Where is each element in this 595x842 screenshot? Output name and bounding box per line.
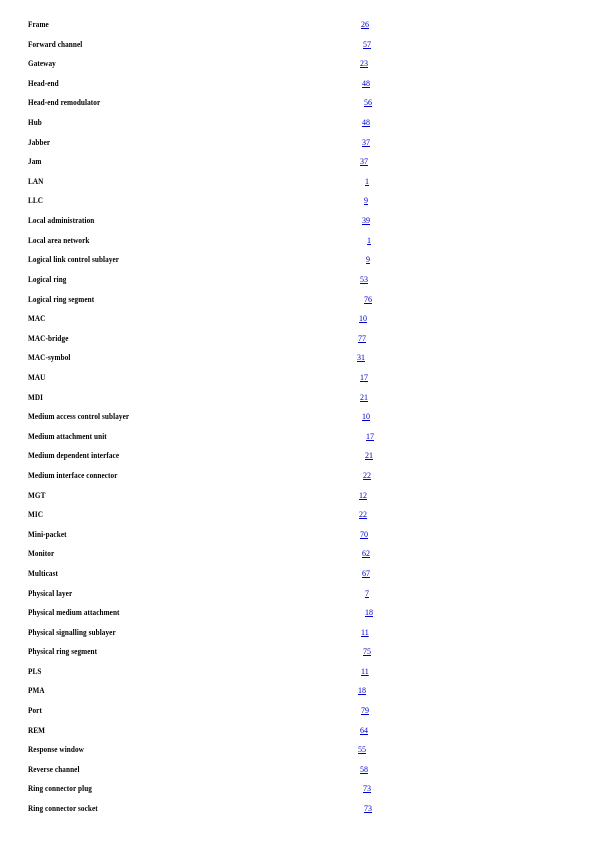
page-link[interactable]: 7 <box>365 589 369 598</box>
index-term: Ring connector socket <box>28 804 98 813</box>
index-entry-physical-ring-segment <box>0 646 595 660</box>
index-entry-mac-symbol <box>0 352 595 366</box>
page-link[interactable]: 58 <box>360 765 368 774</box>
index-term: Mini-packet <box>28 530 67 539</box>
index-term: Jam <box>28 157 42 166</box>
index-entry-response-window <box>0 744 595 758</box>
page-link[interactable]: 11 <box>361 667 369 676</box>
index-term: Medium access control sublayer <box>28 412 130 421</box>
page-link[interactable]: 62 <box>362 549 370 558</box>
index-entry-gateway <box>0 58 595 72</box>
index-entry-monitor <box>0 548 595 562</box>
page-link[interactable]: 56 <box>364 98 372 107</box>
page-link[interactable]: 23 <box>360 59 368 68</box>
index-entry-mau <box>0 372 595 386</box>
page-link[interactable]: 22 <box>359 510 367 519</box>
index-term: REM <box>28 726 46 735</box>
page-link[interactable]: 73 <box>363 784 371 793</box>
index-entry-frame <box>0 19 595 33</box>
index-term: Local administration <box>28 216 95 225</box>
index-term: MDI <box>28 393 44 402</box>
index-term: Frame <box>28 20 49 29</box>
index-term: Logical ring segment <box>28 295 95 304</box>
page-link[interactable]: 12 <box>359 491 367 500</box>
page-link[interactable]: 67 <box>362 569 370 578</box>
index-entry-medium-attachment-unit <box>0 431 595 445</box>
page-link[interactable]: 22 <box>363 471 371 480</box>
page-link[interactable]: 9 <box>364 196 368 205</box>
page-link[interactable]: 73 <box>364 804 372 813</box>
index-entry-medium-interface-connector <box>0 470 595 484</box>
index-entry-mdi <box>0 392 595 406</box>
page-link[interactable]: 48 <box>362 118 370 127</box>
index-entry-jam <box>0 156 595 170</box>
index-entry-ring-connector-plug <box>0 783 595 797</box>
page-link[interactable]: 10 <box>362 412 370 421</box>
index-term: Gateway <box>28 59 56 68</box>
index-entry-pma <box>0 685 595 699</box>
index-term: Medium interface connector <box>28 471 118 480</box>
index-term: MGT <box>28 491 46 500</box>
page-link[interactable]: 11 <box>361 628 369 637</box>
index-entry-physical-layer <box>0 588 595 602</box>
index-term: MAC-bridge <box>28 334 69 343</box>
index-term: Local area network <box>28 236 90 245</box>
page-link[interactable]: 26 <box>361 20 369 29</box>
index-term: Head-end <box>28 79 59 88</box>
index-term: Hub <box>28 118 42 127</box>
index-term: Physical ring segment <box>28 647 98 656</box>
index-entry-llc <box>0 195 595 209</box>
index-entry-medium-dependent-interface <box>0 450 595 464</box>
index-entry-pls <box>0 666 595 680</box>
page-link[interactable]: 70 <box>360 530 368 539</box>
index-entry-rem <box>0 725 595 739</box>
page-link[interactable]: 48 <box>362 79 370 88</box>
index-entry-mic <box>0 509 595 523</box>
index-entry-head-end-remodulator <box>0 97 595 111</box>
page-link[interactable]: 37 <box>360 157 368 166</box>
index-term: Reverse channel <box>28 765 80 774</box>
index-term: Multicast <box>28 569 59 578</box>
index-entry-hub <box>0 117 595 131</box>
index-term: Medium attachment unit <box>28 432 107 441</box>
page-link[interactable]: 37 <box>362 138 370 147</box>
index-entry-jabber <box>0 137 595 151</box>
page-link[interactable]: 76 <box>364 295 372 304</box>
page-link[interactable]: 1 <box>365 177 369 186</box>
index-entry-local-administration <box>0 215 595 229</box>
index-entry-physical-medium-attachment <box>0 607 595 621</box>
index-term: Ring connector plug <box>28 784 92 793</box>
page-link[interactable]: 55 <box>358 745 366 754</box>
page-link[interactable]: 31 <box>357 353 365 362</box>
index-entry-logical-ring <box>0 274 595 288</box>
index-term: MAU <box>28 373 46 382</box>
page-link[interactable]: 10 <box>359 314 367 323</box>
index-term: Physical layer <box>28 589 73 598</box>
index-term: Port <box>28 706 42 715</box>
index-entry-local-area-network <box>0 235 595 249</box>
index-entry-mac-bridge <box>0 333 595 347</box>
index-term: Logical link control sublayer <box>28 255 120 264</box>
page-link[interactable]: 9 <box>366 255 370 264</box>
index-term: PLS <box>28 667 42 676</box>
index-entry-reverse-channel <box>0 764 595 778</box>
page-link[interactable]: 57 <box>363 40 371 49</box>
page-link[interactable]: 75 <box>363 647 371 656</box>
page-link[interactable]: 39 <box>362 216 370 225</box>
index-term: LAN <box>28 177 44 186</box>
index-entry-mac <box>0 313 595 327</box>
page-link[interactable]: 18 <box>365 608 373 617</box>
index-term: Physical medium attachment <box>28 608 120 617</box>
index-entry-logical-ring-segment <box>0 294 595 308</box>
index-term: MAC <box>28 314 46 323</box>
page-link[interactable]: 77 <box>358 334 366 343</box>
index-entry-physical-signalling-sublayer <box>0 627 595 641</box>
page-link[interactable]: 64 <box>360 726 368 735</box>
page-link[interactable]: 53 <box>360 275 368 284</box>
index-term: Medium dependent interface <box>28 451 120 460</box>
index-entry-logical-link-control-sublayer <box>0 254 595 268</box>
page-link[interactable]: 21 <box>360 393 368 402</box>
index-entry-mini-packet <box>0 529 595 543</box>
index-entry-multicast <box>0 568 595 582</box>
index-entry-lan <box>0 176 595 190</box>
page-link[interactable]: 18 <box>358 686 366 695</box>
index-term: PMA <box>28 686 45 695</box>
index-term: Jabber <box>28 138 51 147</box>
page-link[interactable]: 17 <box>366 432 374 441</box>
index-term: Logical ring <box>28 275 67 284</box>
index-term: LLC <box>28 196 44 205</box>
index-term: Forward channel <box>28 40 83 49</box>
index-entry-port <box>0 705 595 719</box>
page-link[interactable]: 17 <box>360 373 368 382</box>
index-term: MAC-symbol <box>28 353 71 362</box>
index-entry-mgt <box>0 490 595 504</box>
index-term: Monitor <box>28 549 55 558</box>
index-term: Physical signalling sublayer <box>28 628 116 637</box>
index-entry-ring-connector-socket <box>0 803 595 817</box>
index-entry-medium-access-control-sublayer <box>0 411 595 425</box>
page-link[interactable]: 1 <box>367 236 371 245</box>
index-term: MIC <box>28 510 44 519</box>
index-entry-head-end <box>0 78 595 92</box>
index-entry-forward-channel <box>0 39 595 53</box>
index-term: Response window <box>28 745 84 754</box>
index-term: Head-end remodulator <box>28 98 101 107</box>
page-link[interactable]: 21 <box>365 451 373 460</box>
page-link[interactable]: 79 <box>361 706 369 715</box>
